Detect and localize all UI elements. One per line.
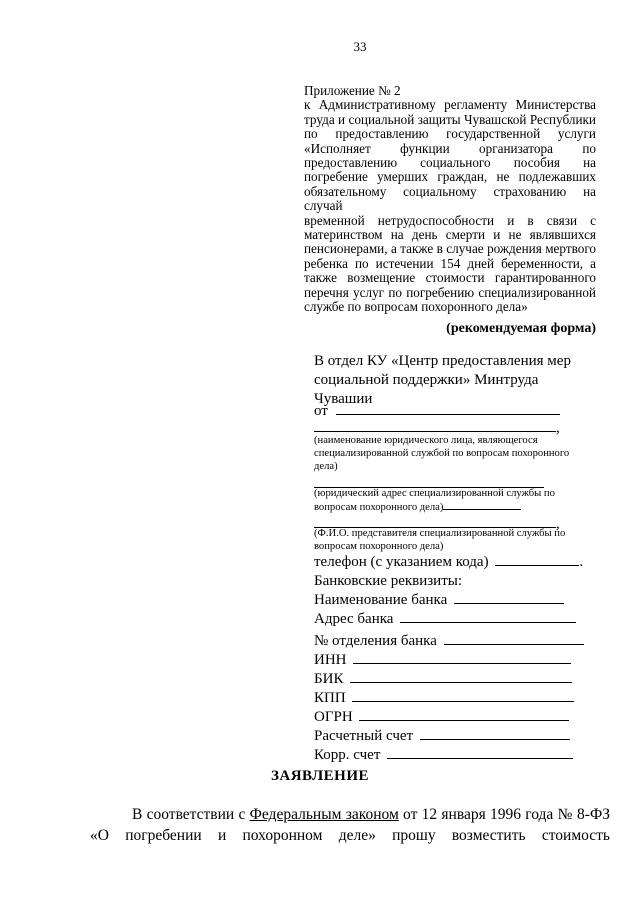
field-row-inn: [314, 651, 584, 670]
recommended-form-label: (рекомендуемая форма): [446, 321, 596, 336]
appendix-line: перечня услуг по погребению специализированной: [304, 284, 596, 300]
from-label: от: [314, 403, 328, 419]
addressee: [314, 352, 594, 409]
period: .: [579, 554, 584, 570]
appendix-line: по предоставлению государственной услуги: [304, 126, 596, 142]
comma: ,: [556, 516, 560, 532]
bank-address-input-line[interactable]: [400, 610, 576, 623]
inn-input-line[interactable]: [353, 651, 571, 664]
bik-input-line[interactable]: [350, 670, 572, 683]
appendix-line: материнством на день смерти и не являвшихся: [304, 227, 596, 243]
appendix-line: обязательному социальному страхованию на случай: [304, 183, 596, 214]
statement-line: [90, 804, 610, 825]
branch-input-line[interactable]: [444, 632, 584, 645]
page-number: 33: [353, 39, 367, 54]
addressee-line: социальной поддержки» Минтруда Чувашии: [314, 372, 539, 407]
kpp-input-line[interactable]: [352, 689, 574, 702]
bank-requisites: [314, 553, 584, 629]
bank-details-label: Банковские реквизиты:: [314, 573, 463, 589]
legal-address-input-line-2[interactable]: [443, 500, 521, 510]
appendix-title: Приложение № 2: [304, 83, 401, 98]
legal-address-hint-text: (юридический адрес специализированной службы по вопросам похоронного дела): [314, 488, 555, 513]
bank-address-label: Адрес банка: [314, 611, 394, 627]
appendix-line: «Исполняет функции организатора по: [304, 140, 596, 156]
corr-account-input-line[interactable]: [387, 746, 573, 759]
appendix-line: погребение умерших граждан, не подлежавших: [304, 169, 596, 185]
field-row-branch: [314, 632, 584, 651]
statement-text: В соответствии с: [132, 806, 246, 823]
phone-row: [314, 553, 584, 572]
bank-address-row: [314, 610, 584, 629]
field-row-kpp: [314, 689, 584, 708]
appendix-line: временной нетрудоспособности и в связи с: [304, 212, 596, 228]
appendix-line: службе по вопросам похоронного дела»: [304, 299, 528, 315]
appendix-header: [304, 84, 596, 315]
addressee-line: В отдел КУ «Центр предоставления мер: [314, 353, 571, 369]
account-input-line[interactable]: [420, 727, 570, 740]
field-label: Корр. счет: [314, 747, 381, 763]
org-name-hint: (наименование юридического лица, являющегося специализированной службой по вопросам похоронного дела): [314, 435, 570, 472]
comma: ,: [556, 420, 560, 436]
field-row-ogrn: [314, 708, 584, 727]
org-name-input-line[interactable]: [314, 419, 556, 432]
federal-law-link[interactable]: Федеральным законом: [249, 806, 399, 823]
appendix-line: предоставлению социального пособия на: [304, 155, 596, 171]
field-row-account: [314, 727, 584, 746]
bank-name-label: Наименование банка: [314, 592, 448, 608]
statement-body: [90, 804, 610, 846]
field-label: КПП: [314, 690, 346, 706]
appendix-line: труда и социальной защиты Чувашской Республики: [304, 111, 596, 127]
field-label: ОГРН: [314, 709, 353, 725]
field-label: ИНН: [314, 652, 347, 668]
legal-address-hint: [314, 487, 576, 514]
appendix-line: к Административному регламенту Министерства: [304, 97, 596, 113]
statement-title: ЗАЯВЛЕНИЕ: [270, 768, 370, 784]
bank-codes: [314, 632, 584, 765]
field-label: № отделения банка: [314, 633, 437, 649]
appendix-line: ребенка по истечении 154 дней беременности, а: [304, 255, 596, 271]
phone-label: телефон (с указанием кода): [314, 554, 489, 570]
appendix-line: также возмещение стоимости гарантированного: [304, 270, 596, 286]
bank-name-row: [314, 591, 584, 610]
field-label: БИК: [314, 671, 344, 687]
ogrn-input-line[interactable]: [359, 708, 569, 721]
field-label: Расчетный счет: [314, 728, 414, 744]
from-row: [314, 402, 560, 420]
field-row-corr-account: [314, 746, 584, 765]
statement-line: «О погребении и похоронном деле» прошу возместить стоимость: [90, 827, 610, 844]
bank-name-input-line[interactable]: [454, 591, 564, 604]
from-input-line[interactable]: [336, 402, 560, 415]
appendix-line: пенсионерами, а также в случае рождения мертвого: [304, 241, 596, 257]
statement-text: от 12 января 1996 года № 8-ФЗ: [403, 806, 610, 823]
field-row-bik: [314, 670, 584, 689]
phone-input-line[interactable]: [495, 553, 579, 566]
representative-hint: (Ф.И.О. представителя специализированной службы по вопросам похоронного дела): [314, 528, 566, 552]
